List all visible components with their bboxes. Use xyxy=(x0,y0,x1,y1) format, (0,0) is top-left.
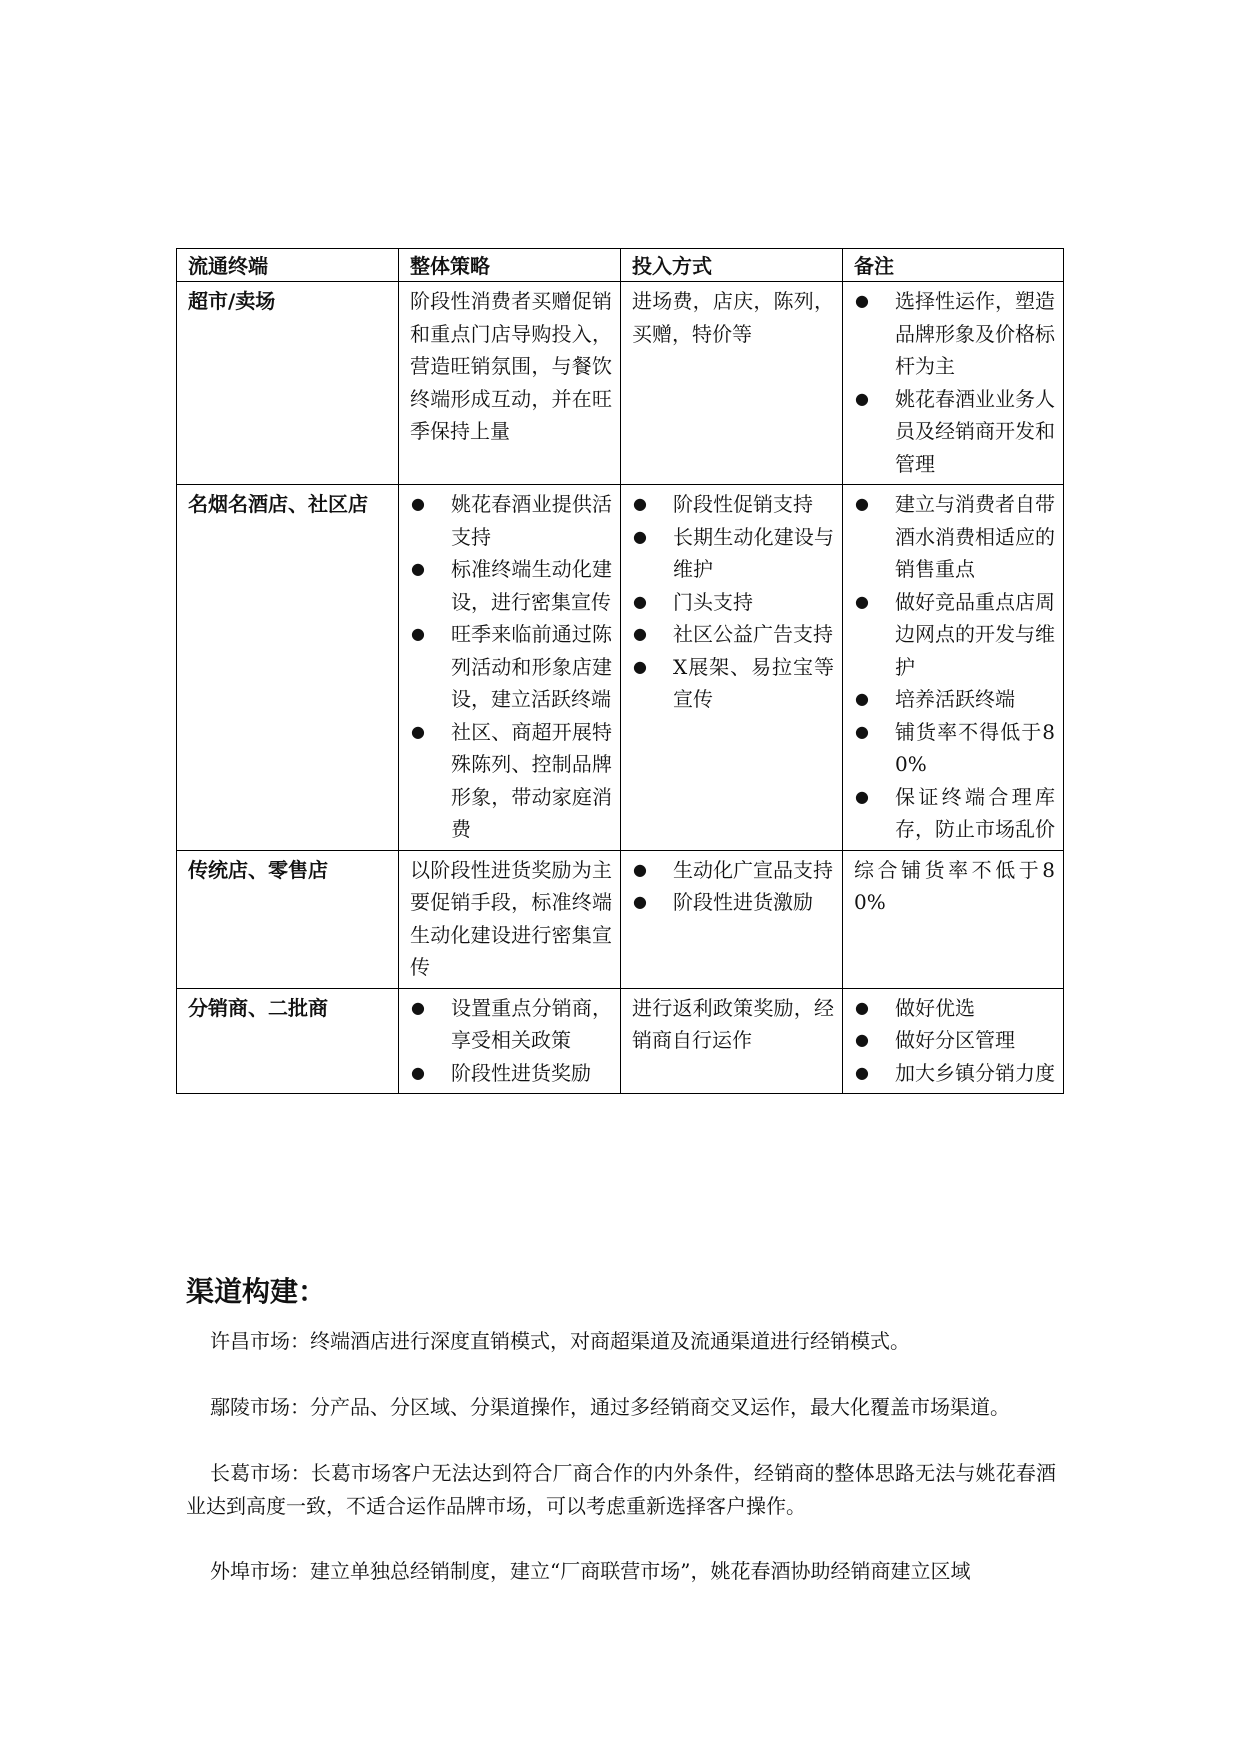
cell-strategy: 以阶段性进货奖励为主要促销手段，标准终端生动化建设进行密集宣传 xyxy=(399,850,621,988)
paragraph-yanling: 鄢陵市场：分产品、分区域、分渠道操作，通过多经销商交叉运作，最大化覆盖市场渠道。 xyxy=(210,1395,1010,1419)
list-item xyxy=(854,683,1055,716)
list-item xyxy=(854,586,1055,684)
bullet-text: 标准终端生动化建设，进行密集宣传 xyxy=(451,557,612,614)
list-item xyxy=(410,992,612,1057)
table-row xyxy=(177,282,1064,485)
bullet-icon: ● xyxy=(855,494,869,513)
bullet-icon: ● xyxy=(633,494,647,513)
list-item xyxy=(410,488,612,553)
cell-terminal: 传统店、零售店 xyxy=(177,850,399,988)
channel-strategy-table xyxy=(176,248,1064,1094)
bullet-icon: ● xyxy=(855,997,869,1017)
header-strategy: 整体策略 xyxy=(399,249,621,282)
bullet-icon: ● xyxy=(855,689,869,708)
cell-terminal: 名烟名酒店、社区店 xyxy=(177,485,399,851)
list-item xyxy=(410,618,612,716)
paragraph-waibu: 外埠市场：建立单独总经销制度，建立“厂商联营市场”，姚花春酒协助经销商建立区域 xyxy=(210,1559,971,1583)
remarks-bullet-list xyxy=(854,285,1055,480)
bullet-text: 门头支持 xyxy=(673,589,753,614)
bullet-icon: ● xyxy=(411,559,425,578)
list-item xyxy=(632,651,834,716)
bullet-text: 加大乡镇分销力度 xyxy=(895,1060,1055,1085)
header-terminal: 流通终端 xyxy=(177,249,399,282)
header-remarks: 备注 xyxy=(843,249,1064,282)
list-item xyxy=(410,553,612,618)
bullet-text: 社区、商超开展特殊陈列、控制品牌形象，带动家庭消费 xyxy=(451,719,612,841)
list-item xyxy=(854,781,1055,846)
bullet-text: 保证终端合理库存，防止市场乱价 xyxy=(895,784,1055,841)
list-item xyxy=(632,586,834,619)
cell-investment: 进场费，店庆，陈列，买赠，特价等 xyxy=(621,282,843,485)
list-item xyxy=(854,992,1055,1025)
bullet-icon: ● xyxy=(411,494,425,513)
table-row xyxy=(177,850,1064,988)
bullet-text: 阶段性促销支持 xyxy=(673,492,813,516)
table-row xyxy=(177,988,1064,1094)
cell-investment xyxy=(621,850,843,988)
bullet-icon: ● xyxy=(633,591,647,611)
bullet-text: 培养活跃终端 xyxy=(895,687,1015,711)
bullet-text: 旺季来临前通过陈列活动和形象店建设，建立活跃终端 xyxy=(451,622,612,711)
list-item xyxy=(854,383,1055,481)
table-header-row xyxy=(177,249,1064,282)
investment-bullet-list xyxy=(632,854,834,919)
strategy-bullet-list xyxy=(410,992,612,1090)
list-item xyxy=(854,285,1055,383)
bullet-icon: ● xyxy=(855,1030,869,1049)
list-item xyxy=(410,1057,612,1090)
cell-terminal: 超市/卖场 xyxy=(177,282,399,485)
list-item xyxy=(632,854,834,887)
cell-strategy xyxy=(399,988,621,1094)
bullet-icon: ● xyxy=(633,526,647,546)
bullet-text: 长期生动化建设与维护 xyxy=(673,524,834,581)
cell-remarks: 综合铺货率不低于80% xyxy=(843,850,1064,988)
bullet-text: 做好分区管理 xyxy=(895,1028,1015,1052)
bullet-text: 铺货率不得低于80% xyxy=(895,719,1055,776)
bullet-icon: ● xyxy=(633,656,647,676)
cell-investment xyxy=(621,485,843,851)
bullet-icon: ● xyxy=(855,786,869,806)
bullet-text: 社区公益广告支持 xyxy=(673,622,833,646)
bullet-text: 阶段性进货奖励 xyxy=(451,1060,591,1085)
paragraph-changge: 长葛市场：长葛市场客户无法达到符合厂商合作的内外条件，经销商的整体思路无法与姚花春酒业达到高度一致，不适合运作品牌市场，可以考虑重新选择客户操作。 xyxy=(186,1461,1056,1518)
remarks-bullet-list xyxy=(854,992,1055,1090)
bullet-text: 姚花春酒业提供活支持 xyxy=(451,492,612,549)
paragraph-xuchang: 许昌市场：终端酒店进行深度直销模式，对商超渠道及流通渠道进行经销模式。 xyxy=(210,1329,910,1353)
bullet-icon: ● xyxy=(855,721,869,741)
bullet-text: 阶段性进货激励 xyxy=(673,890,813,914)
bullet-text: 建立与消费者自带酒水消费相适应的销售重点 xyxy=(895,492,1055,581)
bullet-text: 生动化广宣品支持 xyxy=(673,857,833,882)
bullet-text: 姚花春酒业业务人员及经销商开发和管理 xyxy=(895,386,1055,476)
bullet-text: 做好竞品重点店周边网点的开发与维护 xyxy=(895,589,1055,679)
header-investment: 投入方式 xyxy=(621,249,843,282)
bullet-icon: ● xyxy=(855,1062,869,1082)
list-item xyxy=(854,1057,1055,1090)
cell-strategy: 阶段性消费者买赠促销和重点门店导购投入，营造旺销氛围，与餐饮终端形成互动，并在旺季保持上量 xyxy=(399,282,621,485)
list-item xyxy=(854,488,1055,586)
bullet-icon: ● xyxy=(633,624,647,643)
list-item xyxy=(632,618,834,651)
bullet-icon: ● xyxy=(855,591,869,611)
list-item xyxy=(632,488,834,521)
cell-investment: 进行返利政策奖励，经销商自行运作 xyxy=(621,988,843,1094)
list-item xyxy=(632,886,834,919)
section-heading: 渠道构建： xyxy=(186,1275,327,1308)
table-row xyxy=(177,485,1064,851)
list-item xyxy=(410,716,612,846)
bullet-icon: ● xyxy=(411,1062,425,1082)
cell-remarks xyxy=(843,988,1064,1094)
bullet-text: 选择性运作，塑造品牌形象及价格标杆为主 xyxy=(895,289,1055,378)
bullet-icon: ● xyxy=(411,997,425,1017)
list-item xyxy=(854,1024,1055,1057)
bullet-icon: ● xyxy=(855,388,869,408)
remarks-bullet-list xyxy=(854,488,1055,846)
cell-terminal: 分销商、二批商 xyxy=(177,988,399,1094)
cell-remarks xyxy=(843,282,1064,485)
bullet-text: 设置重点分销商，享受相关政策 xyxy=(451,995,612,1052)
cell-strategy xyxy=(399,485,621,851)
bullet-icon: ● xyxy=(411,624,425,643)
strategy-bullet-list xyxy=(410,488,612,846)
list-item xyxy=(632,521,834,586)
bullet-icon: ● xyxy=(633,859,647,879)
bullet-icon: ● xyxy=(633,892,647,911)
bullet-icon: ● xyxy=(411,721,425,741)
bullet-icon: ● xyxy=(855,291,869,310)
bullet-text: X展架、易拉宝等宣传 xyxy=(673,654,834,711)
bullet-text: 做好优选 xyxy=(895,995,975,1020)
cell-remarks xyxy=(843,485,1064,851)
investment-bullet-list xyxy=(632,488,834,716)
list-item xyxy=(854,716,1055,781)
